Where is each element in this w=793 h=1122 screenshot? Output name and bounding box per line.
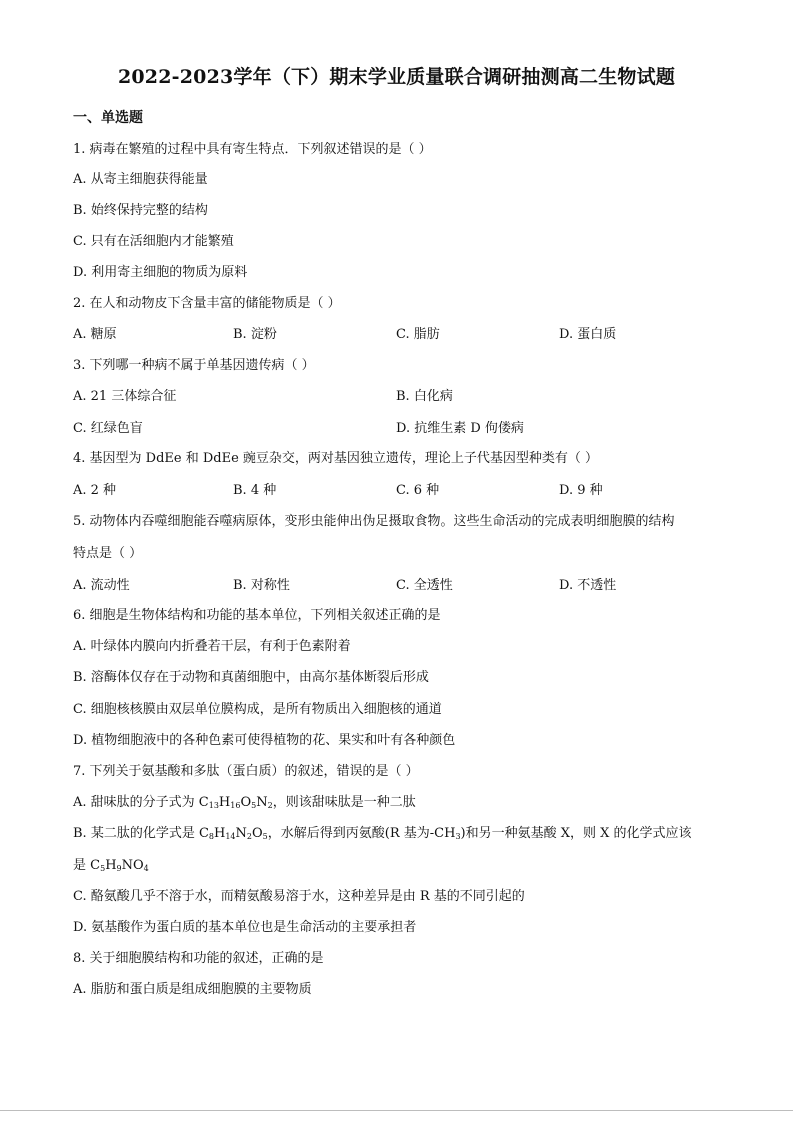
question-7-option-b [73,825,692,843]
subscript: 2 [267,801,273,810]
question-3-option-d: D. 抗维生素 D 佝偻病 [396,421,524,436]
element-symbol: N [256,795,268,810]
subscript: 4 [143,864,149,873]
question-4-stem: 4. 基因型为 DdEe 和 DdEe 豌豆杂交，两对基因独立遗传，理论上子代基因型种类有（ ） [73,451,599,466]
element-symbol: H [214,826,226,841]
subscript: 9 [116,864,122,873]
question-6-option-d: D. 植物细胞液中的各种色素可使得植物的花、果实和叶有各种颜色 [73,733,456,748]
element-symbol: O [252,826,263,841]
element-symbol: NO [121,858,144,873]
subscript: 8 [208,832,214,841]
question-7-option-d: D. 氨基酸作为蛋白质的基本单位也是生命活动的主要承担者 [73,920,417,935]
question-4-option-c: C. 6 种 [396,483,440,498]
element-symbol: H [105,858,117,873]
question-3-stem: 3. 下列哪一种病不属于单基因遗传病（ ） [73,358,315,373]
question-1-option-c: C. 只有在活细胞内才能繁殖 [73,234,234,249]
question-7-option-b-continued [73,857,149,875]
question-2-option-b: B. 淀粉 [233,327,277,342]
question-2-option-a: A. 糖原 [73,327,117,342]
question-7-option-b-line2-pre: 是 C [73,858,101,873]
subscript: 5 [262,832,268,841]
subscript: 5 [251,801,257,810]
subscript: 5 [100,864,106,873]
question-5-option-b: B. 对称性 [233,578,290,593]
question-7-option-a [73,794,416,812]
question-3-option-c: C. 红绿色盲 [73,421,143,436]
element-symbol: N [235,826,247,841]
question-3-option-b: B. 白化病 [396,389,453,404]
question-7-option-b-post: )和另一种氨基酸 X，则 X 的化学式应该 [460,826,692,841]
question-7-option-b-pre: B. 某二肽的化学式是 C [73,826,209,841]
exam-title: 2022-2023学年（下）期末学业质量联合调研抽测高二生物试题 [117,66,676,88]
question-5-stem-line-1: 5. 动物体内吞噬细胞能吞噬病原体，变形虫能伸出伪足摄取食物。这些生命活动的完成表明细胞膜的结构 [73,514,675,529]
page-bottom-divider [0,1110,793,1111]
question-5-option-a: A. 流动性 [73,578,130,593]
question-4-option-b: B. 4 种 [233,483,277,498]
element-symbol: O [240,795,252,810]
question-6-option-a: A. 叶绿体内膜向内折叠若干层，有利于色素附着 [73,639,351,654]
section-heading: 一、单选题 [73,110,143,126]
question-7-option-a-pre: A. 甜味肽的分子式为 C [73,795,209,810]
question-6-option-c: C. 细胞核核膜由双层单位膜构成，是所有物质出入细胞核的通道 [73,702,442,717]
question-6-stem: 6. 细胞是生物体结构和功能的基本单位，下列相关叙述正确的是 [73,608,441,623]
question-1-option-b: B. 始终保持完整的结构 [73,203,208,218]
question-4-option-a: A. 2 种 [73,483,117,498]
question-7-option-b-mid: ，水解后得到丙氨酸(R 基为-CH [267,826,456,841]
question-2-stem: 2. 在人和动物皮下含量丰富的储能物质是（ ） [73,296,341,311]
question-7-stem: 7. 下列关于氨基酸和多肽（蛋白质）的叙述，错误的是（ ） [73,764,419,779]
subscript: 16 [230,801,241,810]
question-5-stem-line-2: 特点是（ ） [73,546,143,561]
subscript: 14 [225,832,236,841]
subscript: 13 [208,801,219,810]
question-3-option-a: A. 21 三体综合征 [73,389,177,404]
question-8-option-a: A. 脂肪和蛋白质是组成细胞膜的主要物质 [73,982,312,997]
question-7-option-a-post: ，则该甜味肽是一种二肽 [272,795,416,810]
question-1-option-d: D. 利用寄主细胞的物质为原料 [73,265,248,280]
question-8-stem: 8. 关于细胞膜结构和功能的叙述，正确的是 [73,951,324,966]
question-5-option-d: D. 不透性 [559,578,617,593]
question-6-option-b: B. 溶酶体仅存在于动物和真菌细胞中，由高尔基体断裂后形成 [73,670,429,685]
question-2-option-d: D. 蛋白质 [559,327,617,342]
question-7-option-c: C. 酪氨酸几乎不溶于水，而精氨酸易溶于水，这种差异是由 R 基的不同引起的 [73,889,525,904]
question-2-option-c: C. 脂肪 [396,327,440,342]
subscript: 3 [455,832,461,841]
question-1-stem: 1. 病毒在繁殖的过程中具有寄生特点．下列叙述错误的是（ ） [73,142,432,157]
question-4-option-d: D. 9 种 [559,483,603,498]
question-1-option-a: A. 从寄主细胞获得能量 [73,172,208,187]
question-5-option-c: C. 全透性 [396,578,453,593]
element-symbol: H [218,795,231,810]
subscript: 2 [246,832,252,841]
